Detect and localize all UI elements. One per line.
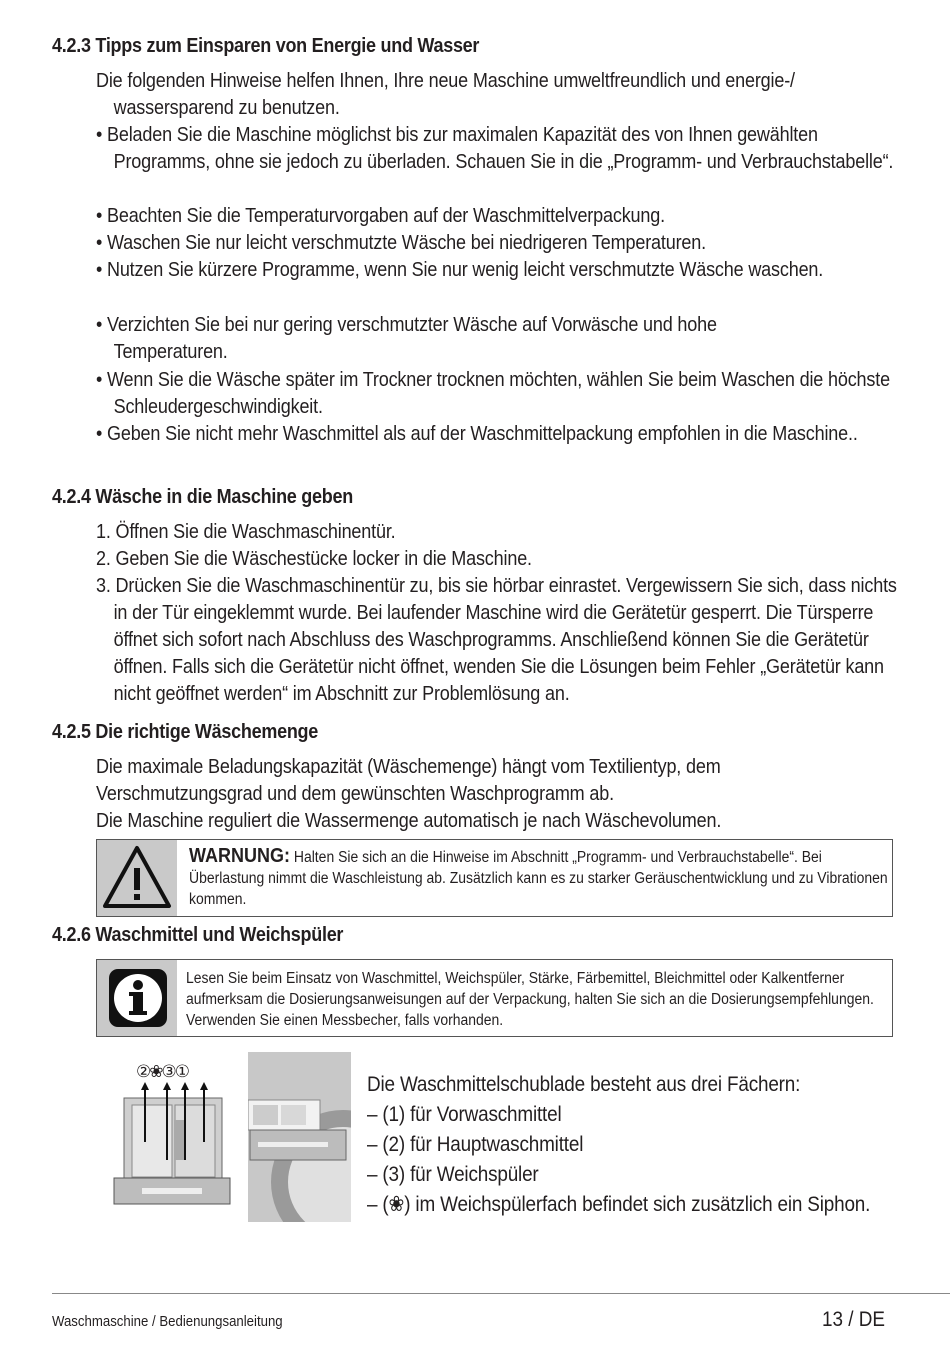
drawer-compartment-labels: ②❀③①: [136, 1062, 188, 1081]
section-heading-4-2-6: 4.2.6 Waschmittel und Weichspüler: [52, 924, 344, 946]
machine-drawer-photo: [248, 1052, 351, 1222]
warning-body: Halten Sie sich an die Hinweise im Abschnitt „Programm- und Verbrauchstabelle“. Bei Überlastung nimmt die Waschleistung ab. Zusätzlich kann es zu starker Geräuschentwicklung und zu Vibrationen kommen.: [189, 849, 888, 908]
warning-icon: [97, 840, 177, 916]
warning-text: [189, 846, 891, 910]
bullet-item: • Verzichten Sie bei nur gering verschmutzter Wäsche auf Vorwäsche und hohe Temperaturen.: [96, 313, 717, 363]
drawer-desc-line: – (❀) im Weichspülerfach befindet sich zusätzlich ein Siphon.: [367, 1192, 871, 1216]
step-item: 1. Öffnen Sie die Waschmaschinentür.: [96, 520, 396, 543]
paragraph: Die maximale Beladungskapazität (Wäschemenge) hängt vom Textilientyp, dem Verschmutzungsgrad und dem gewünschten Waschprogramm ab.: [96, 755, 721, 805]
warning-label: WARNUNG:: [189, 845, 290, 867]
drawer-illustration: [112, 1060, 232, 1210]
drawer-description: [367, 1069, 895, 1219]
warning-box: [96, 839, 893, 917]
bullet-item: • Beladen Sie die Maschine möglichst bis zur maximalen Kapazität des von Ihnen gewählten Programms, ohne sie jedoch zu überladen. Schauen Sie in die „Programm- und Verbrauchstabelle“.: [96, 123, 894, 173]
section-heading-4-2-4: 4.2.4 Wäsche in die Maschine geben: [52, 486, 353, 508]
bullet-item: • Beachten Sie die Temperaturvorgaben auf der Waschmittelverpackung.: [96, 204, 665, 227]
section-heading-4-2-5: 4.2.5 Die richtige Wäschemenge: [52, 721, 319, 743]
bullet-item: • Geben Sie nicht mehr Waschmittel als auf der Waschmittelpackung empfohlen in die Maschine..: [96, 422, 858, 445]
bullet-item: • Nutzen Sie kürzere Programme, wenn Sie nur wenig leicht verschmutzte Wäsche waschen.: [96, 258, 824, 281]
footer-divider: [52, 1293, 950, 1294]
step-item: 2. Geben Sie die Wäschestücke locker in die Maschine.: [96, 547, 532, 570]
info-text: Lesen Sie beim Einsatz von Waschmittel, Weichspüler, Stärke, Färbemittel, Bleichmittel oder Kalkentferner aufmerksam die Dosierungsanweisungen auf der Verpackung, halten Sie sich an die Dosierungsempfehlungen. Verwenden Sie einen Messbecher, falls vorhanden.: [186, 970, 874, 1029]
info-box: [96, 959, 893, 1037]
info-icon: [97, 960, 177, 1036]
drawer-desc-line: – (3) für Weichspüler: [367, 1162, 539, 1186]
paragraph: Die Maschine reguliert die Wassermenge automatisch je nach Wäschevolumen.: [96, 809, 722, 832]
bullet-item: • Waschen Sie nur leicht verschmutzte Wäsche bei niedrigeren Temperaturen.: [96, 231, 706, 254]
step-item: 3. Drücken Sie die Waschmaschinentür zu, bis sie hörbar einrastet. Vergewissern Sie sich, dass nichts in der Tür eingeklemmt wurde. Bei laufender Maschine wird die Gerätetür gesperrt. Die Türsperre öffnet sich sofort nach Abschluss des Waschprogramms. Anschließend können Sie die Gerätetür öffnen. Falls sich die Gerätetür nicht öffnet, wenden Sie die Lösungen beim Fehler „Gerätetür kann nicht geöffnet werden“ im Abschnitt zur Problemlösung an.: [96, 574, 897, 705]
page-number: 13 / DE: [821, 1308, 885, 1331]
drawer-desc-line: Die Waschmittelschublade besteht aus drei Fächern:: [367, 1072, 801, 1096]
intro-paragraph: Die folgenden Hinweise helfen Ihnen, Ihre neue Maschine umweltfreundlich und energie-/ wassersparend zu benutzen.: [96, 69, 795, 119]
section-heading-4-2-3: 4.2.3 Tipps zum Einsparen von Energie und Wasser: [52, 35, 480, 57]
drawer-desc-line: – (1) für Vorwaschmittel: [367, 1102, 562, 1126]
bullet-item: • Wenn Sie die Wäsche später im Trockner trocknen möchten, wählen Sie beim Waschen die höchste Schleudergeschwindigkeit.: [96, 368, 890, 418]
footer-title: Waschmaschine / Bedienungsanleitung: [52, 1313, 283, 1330]
drawer-desc-line: – (2) für Hauptwaschmittel: [367, 1132, 584, 1156]
